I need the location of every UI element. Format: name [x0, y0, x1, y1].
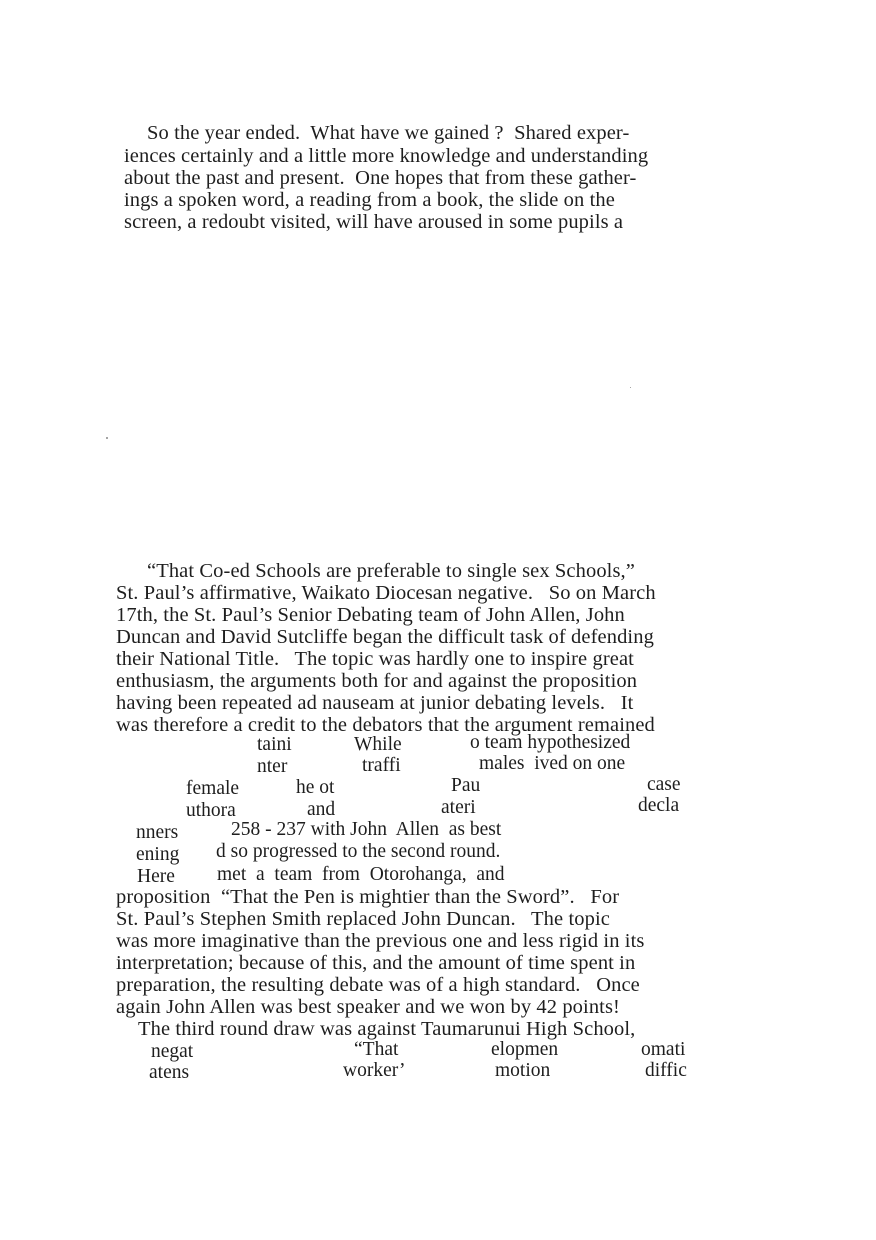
text-fragment: diffic [645, 1060, 687, 1081]
text-fragment: While [354, 734, 402, 755]
paper-speck [106, 437, 108, 439]
text-fragment: decla [638, 795, 680, 816]
text-fragment: 258 - 237 with John Allen as best [231, 819, 502, 840]
text-line: was more imaginative than the previous one and less rigid in its [116, 930, 645, 952]
text-fragment: he ot [296, 777, 335, 798]
text-fragment: negat [151, 1041, 194, 1062]
text-line: “That Co-ed Schools are preferable to single sex Schools,” [147, 560, 635, 582]
text-line: The third round draw was against Taumarunui High School, [138, 1018, 636, 1040]
text-fragment: “That [354, 1039, 399, 1060]
text-fragment: Here [137, 866, 175, 887]
text-fragment: d so progressed to the second round. [216, 841, 501, 862]
paper-speck [630, 387, 631, 388]
text-fragment: ening [136, 844, 180, 865]
text-fragment: taini [257, 734, 292, 755]
text-fragment: uthora [186, 800, 236, 821]
text-line: proposition “That the Pen is mightier than the Sword”. For [116, 886, 620, 908]
text-line: again John Allen was best speaker and we won by 42 points! [116, 996, 620, 1018]
text-line: iences certainly and a little more knowledge and understanding [124, 145, 649, 167]
text-fragment: worker’ [343, 1060, 406, 1081]
text-line: their National Title. The topic was hardly one to inspire great [116, 648, 634, 670]
text-fragment: met a team from Otorohanga, and [217, 864, 505, 885]
text-line: 17th, the St. Paul’s Senior Debating team of John Allen, John [116, 604, 625, 626]
text-line: having been repeated ad nauseam at junior debating levels. It [116, 692, 634, 714]
text-fragment: nter [257, 756, 288, 777]
text-line: St. Paul’s Stephen Smith replaced John Duncan. The topic [116, 908, 610, 930]
text-fragment: atens [149, 1062, 190, 1083]
text-fragment: and [307, 799, 336, 820]
text-fragment: elopmen [491, 1039, 559, 1060]
text-fragment: omati [641, 1039, 686, 1060]
text-line: was therefore a credit to the debators that the argument remained [116, 714, 655, 736]
text-line: about the past and present. One hopes that from these gather- [124, 167, 637, 189]
text-fragment: o team hypothesized [470, 732, 631, 753]
text-fragment: nners [136, 822, 179, 843]
text-line: So the year ended. What have we gained ? Shared exper- [147, 122, 630, 144]
text-line: ings a spoken word, a reading from a book, the slide on the [124, 189, 615, 211]
text-line: screen, a redoubt visited, will have aroused in some pupils a [124, 211, 624, 233]
text-fragment: Pau [451, 775, 481, 796]
text-fragment: case [647, 774, 681, 795]
text-line: St. Paul’s affirmative, Waikato Diocesan negative. So on March [116, 582, 656, 604]
text-line: interpretation; because of this, and the amount of time spent in [116, 952, 636, 974]
text-fragment: female [186, 778, 240, 799]
text-fragment: motion [495, 1060, 551, 1081]
text-line: enthusiasm, the arguments both for and against the proposition [116, 670, 638, 692]
text-line: Duncan and David Sutcliffe began the difficult task of defending [116, 626, 654, 648]
text-fragment: ateri [441, 797, 476, 818]
text-line: preparation, the resulting debate was of a high standard. Once [116, 974, 640, 996]
text-fragment: males ived on one [479, 753, 626, 774]
text-fragment: traffi [362, 755, 401, 776]
